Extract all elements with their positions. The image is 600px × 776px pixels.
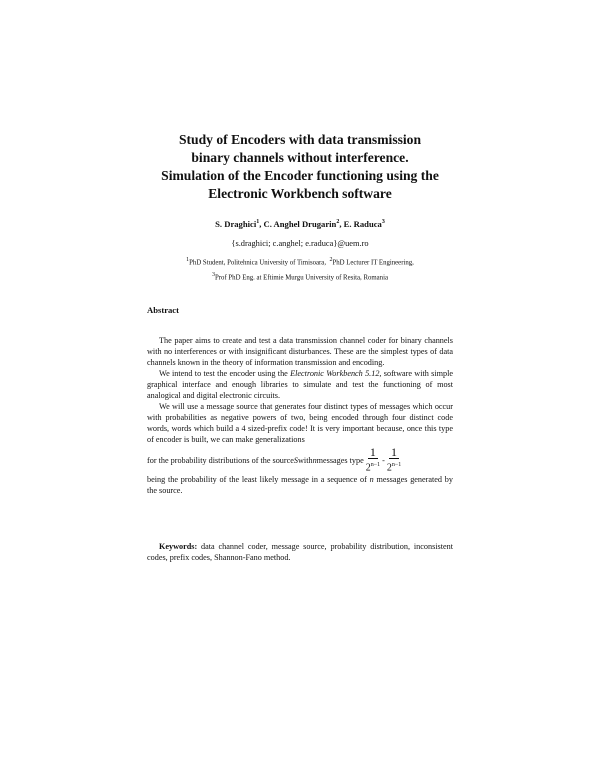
affiliation-2-sup: 2: [329, 257, 333, 263]
affiliations-line-1: [80, 257, 520, 266]
fraction-1: [366, 446, 380, 474]
affiliation-2: PhD Lecturer IT Engineering,: [332, 259, 414, 267]
author-sep: ,: [259, 219, 264, 229]
formula-lead-text: for the probability distributions of the source: [147, 455, 294, 465]
keywords: [147, 541, 453, 563]
affiliation-3-sup: 3: [212, 272, 215, 278]
author-2: C. Anghel Drugarin: [263, 219, 337, 229]
affiliation-1-sup: 1: [186, 257, 190, 263]
fraction-2-denominator: [387, 459, 401, 474]
title-line-1: Study of Encoders with data transmission: [178, 132, 422, 147]
n-symbol: n: [312, 455, 317, 465]
abstract-p5-text: being the probability of the least likely message in a sequence of: [147, 475, 370, 484]
fraction-separator: -: [382, 455, 385, 465]
title-line-2: binary channels without interference.: [191, 150, 409, 165]
affiliation-1: PhD Student, Politehnica University of Timisoara,: [189, 259, 327, 267]
fraction-1-exponent: n−1: [370, 461, 381, 468]
author-sep: ,: [339, 219, 344, 229]
fraction-1-numerator: 1: [369, 444, 376, 459]
keywords-text: data channel coder, message source, probability distribution, inconsistent codes, prefix codes, Shannon-Fano method.: [147, 542, 453, 563]
author-list: [100, 219, 500, 229]
author-emails: {s.draghici; c.anghel; e.raduca}@uem.ro: [231, 239, 369, 248]
keywords-label: Keywords:: [159, 542, 198, 552]
abstract-p5-text-end: messages generated by the source.: [147, 475, 453, 495]
title-line-4: Electronic Workbench software: [208, 186, 392, 201]
n-symbol-2: n: [369, 475, 374, 484]
affiliations-line-2: [80, 272, 520, 281]
fraction-1-base: 2: [365, 462, 371, 474]
software-name: Electronic Workbench 5.12: [290, 369, 380, 378]
fraction-1-denominator: [366, 459, 380, 474]
formula-text-type: messages type: [316, 455, 364, 465]
formula-text: with: [298, 455, 313, 465]
abstract-p2-text: We intend to test the encoder using the: [159, 369, 291, 378]
formula-line: [147, 446, 453, 474]
abstract-paragraph-3: We will use a message source that generates four distinct types of messages which occur with probabilities as negative powers of two, being encoded through four distinct code words, words which build a 4 sized-prefix code! It is very important because, once this type of encoder is built, we can make generalizations: [147, 402, 453, 444]
title-line-3: Simulation of the Encoder functioning using the: [161, 168, 439, 183]
author-2-sup: 2: [336, 219, 340, 226]
paper-title: [120, 131, 480, 203]
abstract-heading: Abstract: [147, 305, 179, 315]
fraction-2-exponent: n−1: [391, 461, 402, 468]
abstract-p2-text-end: , software with simple graphical interface and enough libraries to simulate and test the functioning of most analogical and digital electronic circuits.: [147, 369, 454, 400]
author-1-sup: 1: [256, 219, 260, 226]
fraction-2-base: 2: [386, 462, 392, 474]
author-3: E. Raduca: [343, 219, 382, 229]
abstract-paragraph-2: [147, 368, 453, 401]
source-symbol: S: [293, 455, 298, 465]
author-3-sup: 3: [381, 219, 385, 226]
author-1: S. Draghici: [215, 219, 257, 229]
abstract-paragraph-1: The paper aims to create and test a data transmission channel coder for binary channels with no interferences or with insignificant disturbances. These are the simplest types of data channels known in the theory of information transmission and encoding.: [147, 336, 453, 367]
abstract-paragraph-5: [147, 474, 453, 496]
abstract-body: [147, 335, 453, 496]
fraction-2-numerator: 1: [391, 444, 398, 459]
affiliation-3: Prof PhD Eng. at Eftimie Murgu University of Resita, Romania: [215, 274, 388, 282]
fraction-2: [387, 446, 401, 474]
